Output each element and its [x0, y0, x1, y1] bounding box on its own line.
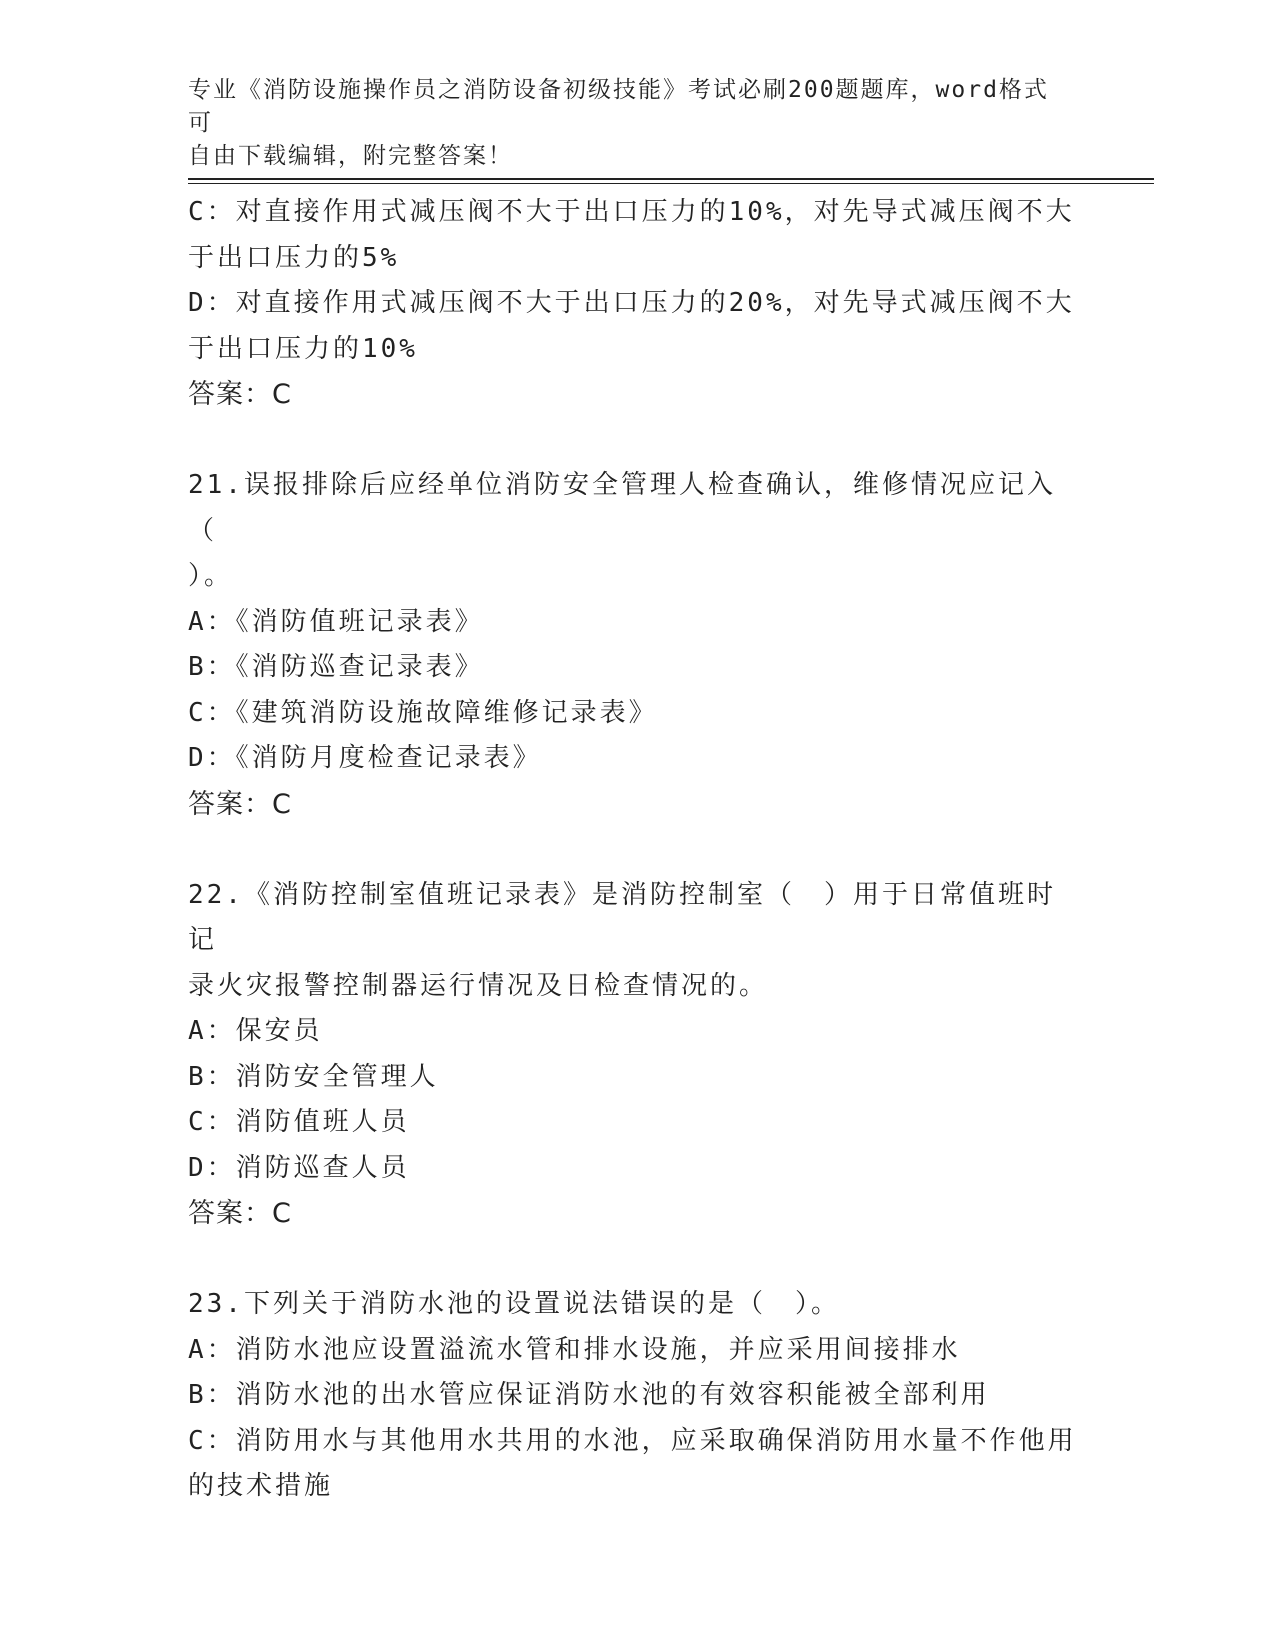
header-divider-thin	[188, 183, 1154, 184]
question-stem: 23.下列关于消防水池的设置说法错误的是（ ）。	[188, 1289, 840, 1319]
spacer	[188, 418, 1078, 464]
option-d-line-1: D：对直接作用式减压阀不大于出口压力的20%，对先导式减压阀不大	[188, 288, 1075, 318]
answer: 答案：C	[188, 1198, 292, 1229]
option-d: D：消防巡查人员	[188, 1152, 410, 1183]
option-c: C：消防值班人员	[188, 1107, 410, 1137]
previous-question-tail	[188, 190, 1078, 418]
header-divider-thick	[188, 178, 1154, 180]
option-b: B：《消防巡查记录表》	[188, 652, 484, 682]
option-a: A：《消防值班记录表》	[188, 606, 484, 637]
answer: 答案：C	[188, 788, 292, 820]
spacer	[188, 827, 1078, 873]
option-c: C：《建筑消防设施故障维修记录表》	[188, 697, 658, 728]
option-a: A：保安员	[188, 1016, 323, 1046]
option-c-line-2: 的技术措施	[188, 1471, 334, 1501]
option-c-line-1: C：消防用水与其他用水共用的水池，应采取确保消防用水量不作他用	[188, 1425, 1077, 1456]
question-stem-line-2: ）。	[188, 561, 234, 591]
spacer	[188, 1237, 1078, 1283]
header-line-2: 自由下载编辑，附完整答案！	[188, 143, 513, 169]
option-c-line-2: 于出口压力的5%	[188, 242, 400, 273]
option-d: D：《消防月度检查记录表》	[188, 743, 542, 773]
question-22	[188, 873, 1078, 1237]
document-header	[188, 74, 1068, 173]
question-content	[188, 190, 1078, 1510]
question-23	[188, 1282, 1078, 1510]
option-d-line-2: 于出口压力的10%	[188, 333, 418, 364]
option-b: B：消防水池的出水管应保证消防水池的有效容积能被全部利用	[188, 1380, 990, 1410]
question-stem-line-2: 录火灾报警控制器运行情况及日检查情况的。	[188, 970, 769, 1001]
answer: 答案：C	[188, 379, 292, 410]
header-line-1: 专业《消防设施操作员之消防设备初级技能》考试必刷200题题库，word格式可	[188, 77, 1049, 136]
question-stem-line-1: 21.误报排除后应经单位消防安全管理人检查确认，维修情况应记入（	[188, 470, 1056, 546]
option-c-line-1: C：对直接作用式减压阀不大于出口压力的10%，对先导式减压阀不大	[188, 197, 1075, 227]
option-a: A：消防水池应设置溢流水管和排水设施，并应采用间接排水	[188, 1334, 961, 1365]
question-stem-line-1: 22.《消防控制室值班记录表》是消防控制室（ ）用于日常值班时记	[188, 879, 1056, 955]
option-b: B：消防安全管理人	[188, 1061, 439, 1092]
question-21	[188, 463, 1078, 827]
